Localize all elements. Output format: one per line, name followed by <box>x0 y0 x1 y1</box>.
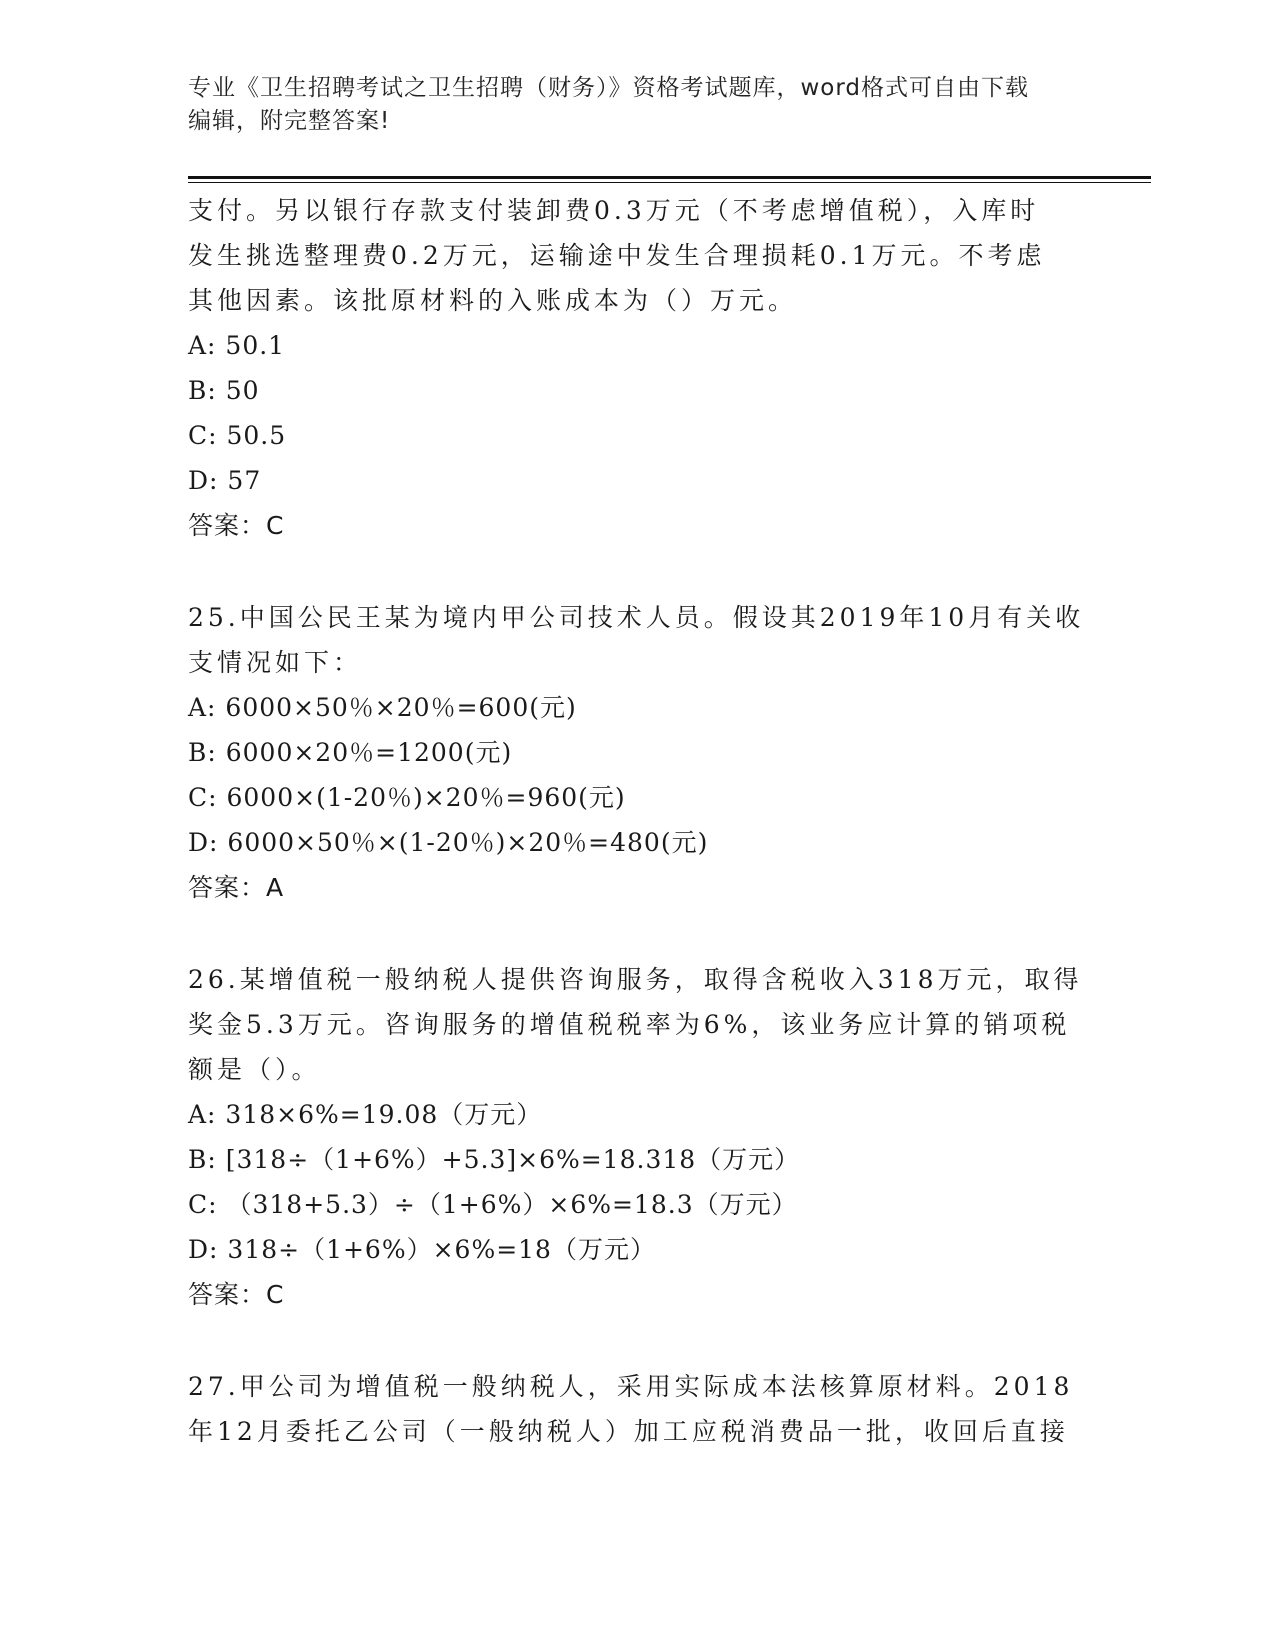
option-c: C: （318+5.3）÷（1+6%）×6%=18.3（万元） <box>188 1190 798 1219</box>
question-stem-line: 额是（）。 <box>188 1055 321 1084</box>
option-d: D: 318÷（1+6%）×6%=18（万元） <box>188 1235 656 1264</box>
header-divider-thin <box>188 182 1151 183</box>
question-26 <box>188 957 1088 1317</box>
option-d: D: 57 <box>188 466 262 495</box>
question-stem-line: 其他因素。该批原材料的入账成本为（）万元。 <box>188 286 798 315</box>
option-c: C: 6000×(1-20％)×20％=960(元) <box>188 783 626 812</box>
header-line-2: 编辑，附完整答案! <box>188 108 391 134</box>
question-stem-line: 支情况如下： <box>188 648 363 677</box>
answer-line: 答案：C <box>188 511 285 540</box>
question-stem-line: 27.甲公司为增值税一般纳税人，采用实际成本法核算原材料。2018 <box>188 1372 1074 1401</box>
option-b: B: 6000×20％=1200(元) <box>188 738 513 767</box>
header-divider-thick <box>188 176 1151 179</box>
question-list <box>188 188 1088 1454</box>
spacer <box>188 910 1088 957</box>
question-stem-line: 支付。另以银行存款支付装卸费0.3万元（不考虑增值税），入库时 <box>188 196 1040 225</box>
option-b: B: [318÷（1+6%）+5.3]×6%=18.318（万元） <box>188 1145 801 1174</box>
option-a: A: 318×6%=19.08（万元） <box>188 1100 543 1129</box>
question-stem-line: 年12月委托乙公司（一般纳税人）加工应税消费品一批，收回后直接 <box>188 1417 1069 1446</box>
option-b: B: 50 <box>188 376 260 405</box>
question-stem-line: 发生挑选整理费0.2万元，运输途中发生合理损耗0.1万元。不考虑 <box>188 241 1046 270</box>
question-24 <box>188 188 1088 548</box>
spacer <box>188 548 1088 595</box>
option-a: A: 50.1 <box>188 331 286 360</box>
answer-line: 答案：C <box>188 1280 285 1309</box>
question-25 <box>188 595 1088 910</box>
header-line-1: 专业《卫生招聘考试之卫生招聘（财务）》资格考试题库，word格式可自由下载 <box>188 75 1030 101</box>
question-27 <box>188 1364 1088 1454</box>
question-stem-line: 26.某增值税一般纳税人提供咨询服务，取得含税收入318万元，取得 <box>188 965 1083 994</box>
question-stem-line: 25.中国公民王某为境内甲公司技术人员。假设其2019年10月有关收 <box>188 603 1085 632</box>
option-d: D: 6000×50％×(1-20％)×20％=480(元) <box>188 828 709 857</box>
option-a: A: 6000×50％×20％=600(元) <box>188 693 577 722</box>
answer-line: 答案：A <box>188 873 285 902</box>
page-header <box>188 72 1088 138</box>
question-stem-line: 奖金5.3万元。咨询服务的增值税税率为6%，该业务应计算的销项税 <box>188 1010 1071 1039</box>
spacer <box>188 1317 1088 1364</box>
option-c: C: 50.5 <box>188 421 287 450</box>
